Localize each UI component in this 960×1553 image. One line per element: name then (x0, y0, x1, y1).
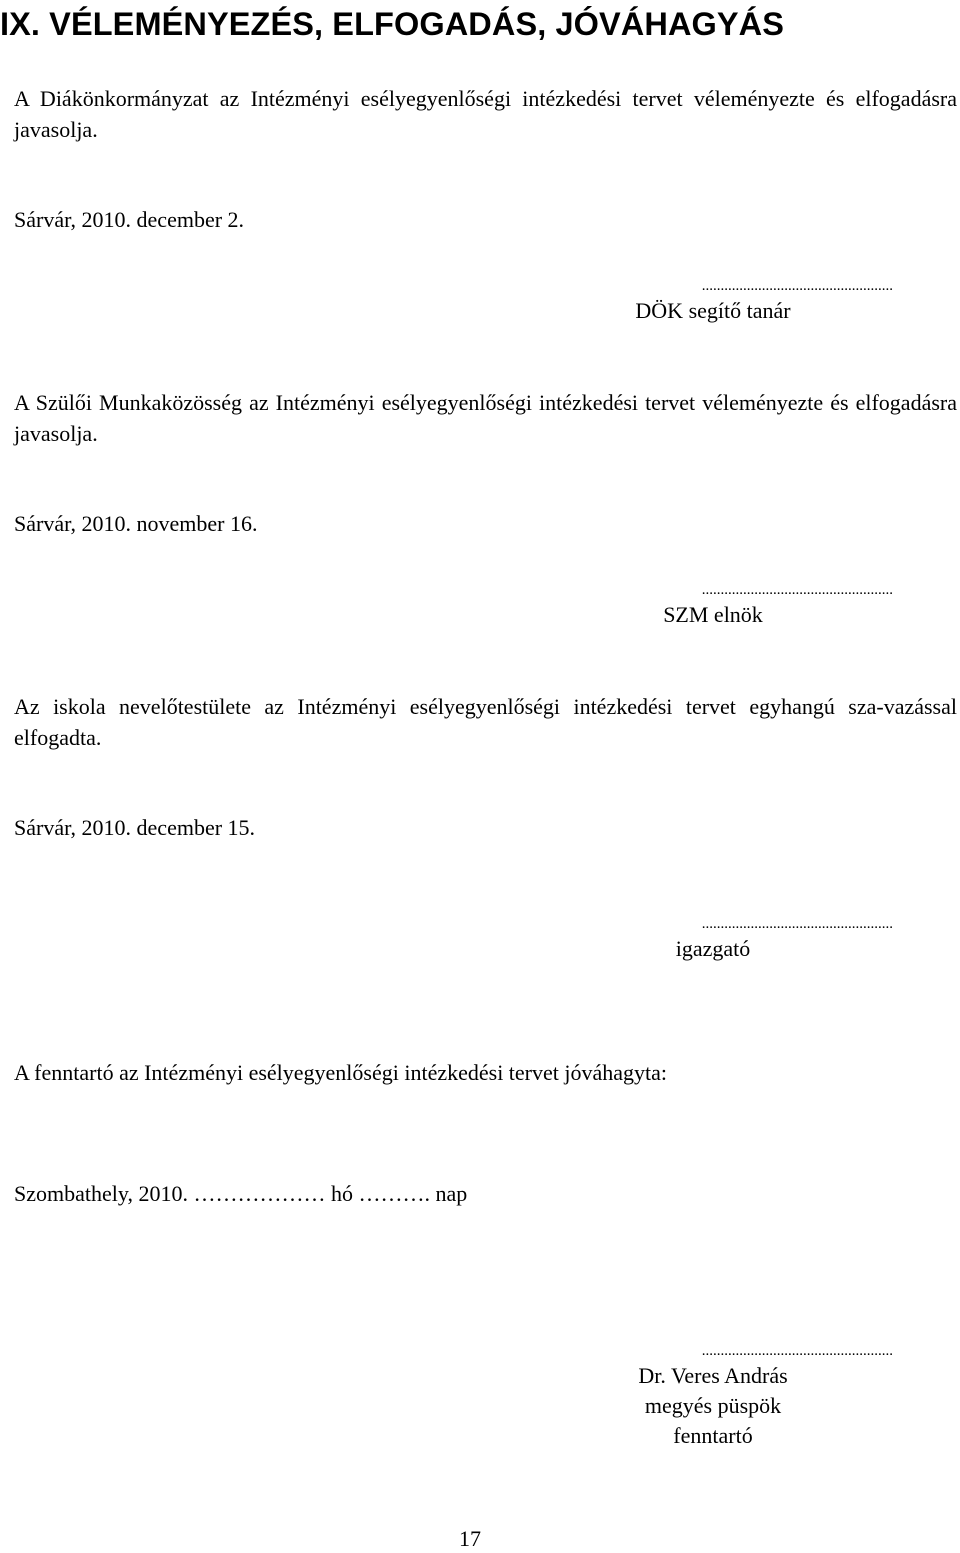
signer-title: fenntartó (673, 1423, 753, 1448)
signature-line: ................................................... (701, 278, 893, 294)
signature-block-maintainer (533, 1343, 893, 1453)
signature-line: ................................................... (701, 582, 893, 598)
signature-line: ................................................... (701, 916, 893, 932)
signer-title: SZM elnök (663, 602, 763, 627)
signer-title: igazgató (675, 936, 751, 961)
signature-block-student-council (533, 278, 893, 334)
signature-block-parents-association (533, 582, 893, 638)
approval-statement-teaching-staff: Az iskola nevelőtestülete az Intézményi esélyegyenlőségi intézkedési tervet egyhangú sza-vazással elfogadta. (14, 694, 957, 750)
approval-statement-student-council: A Diákönkormányzat az Intézményi esélyegyenlőségi intézkedési tervet véleményezte és elfogadásra javasolja. (14, 86, 957, 142)
approval-statement-parents-association: A Szülői Munkaközösség az Intézményi esélyegyenlőségi intézkedési tervet véleményezte és elfogadásra javasolja. (14, 390, 957, 446)
date-line-student-council: Sárvár, 2010. december 2. (14, 207, 245, 232)
page-number: 17 (459, 1526, 481, 1551)
signer-title: DÖK segítő tanár (635, 298, 791, 323)
date-line-teaching-staff: Sárvár, 2010. december 15. (14, 815, 256, 840)
signature-line: ................................................... (701, 1343, 893, 1359)
signature-block-teaching-staff (533, 916, 893, 972)
section-heading: IX. VÉLEMÉNYEZÉS, ELFOGADÁS, JÓVÁHAGYÁS (0, 6, 785, 42)
approval-statement-maintainer: A fenntartó az Intézményi esélyegyenlőségi intézkedési tervet jóváhagyta: (14, 1060, 668, 1085)
date-line-maintainer: Szombathely, 2010. ……………… hó ………. nap (14, 1181, 468, 1206)
date-line-parents-association: Sárvár, 2010. november 16. (14, 511, 258, 536)
signer-role: megyés püspök (644, 1393, 782, 1418)
signer-name: Dr. Veres András (638, 1363, 788, 1388)
